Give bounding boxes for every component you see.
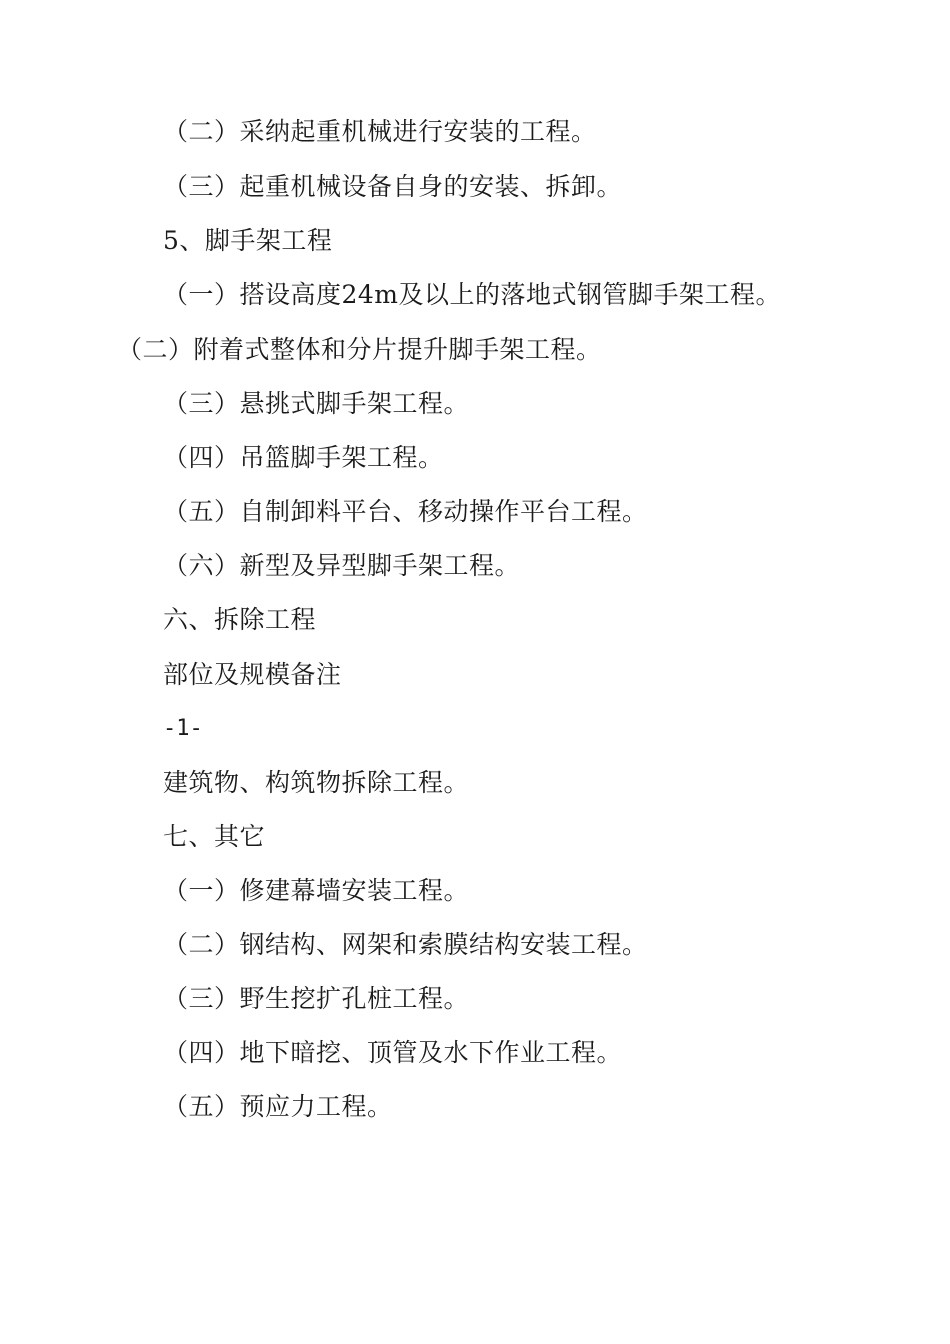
item-underground-excavation: （四）地下暗挖、顶管及水下作业工程。 xyxy=(163,1038,623,1067)
table-header-text: 部位及规模备注 xyxy=(163,660,342,689)
item-unloading-platform: （五）自制卸料平台、移动操作平台工程。 xyxy=(163,497,648,526)
section-heading-other: 七、其它 xyxy=(163,822,266,851)
item-new-scaffold: （六）新型及异型脚手架工程。 xyxy=(163,551,521,580)
item-prestress: （五）预应力工程。 xyxy=(163,1092,393,1121)
item-scaffold-24m: （一）搭设高度24m及以上的落地式钢管脚手架工程。 xyxy=(163,280,782,309)
item-gondola-scaffold: （四）吊篮脚手架工程。 xyxy=(163,443,444,472)
item-crane-installation: （二）采纳起重机械进行安装的工程。 xyxy=(163,117,597,146)
page-number: -1- xyxy=(163,716,203,741)
section-heading-demolition: 六、拆除工程 xyxy=(163,605,317,634)
item-building-demolition: 建筑物、构筑物拆除工程。 xyxy=(163,768,470,797)
item-bored-pile: （三）野生挖扩孔桩工程。 xyxy=(163,984,470,1013)
item-attached-scaffold: （二）附着式整体和分片提升脚手架工程。 xyxy=(117,335,602,364)
section-heading-scaffold: 5、脚手架工程 xyxy=(163,226,333,255)
item-curtain-wall: （一）修建幕墙安装工程。 xyxy=(163,876,470,905)
item-crane-self-install: （三）起重机械设备自身的安装、拆卸。 xyxy=(163,172,623,201)
item-cantilever-scaffold: （三）悬挑式脚手架工程。 xyxy=(163,389,470,418)
item-steel-structure: （二）钢结构、网架和索膜结构安装工程。 xyxy=(163,930,648,959)
